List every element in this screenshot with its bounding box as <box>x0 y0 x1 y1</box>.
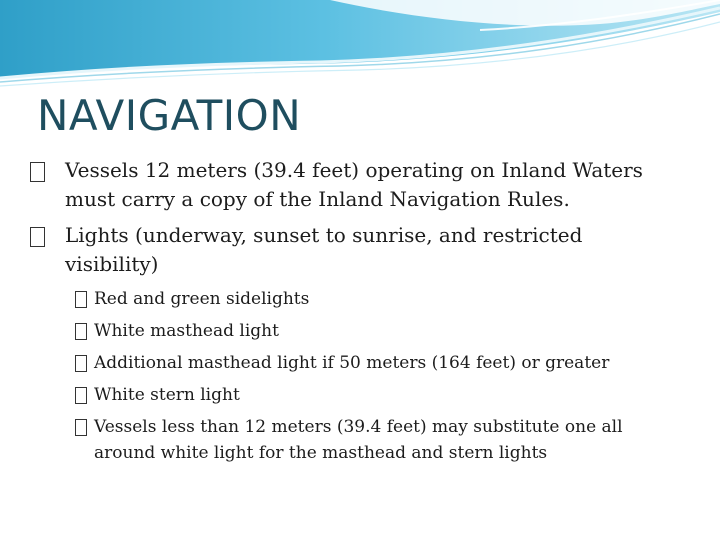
sub-bullet-list <box>30 286 680 466</box>
sub-bullet-text: White stern light <box>94 385 240 405</box>
sub-bullet-item <box>30 318 680 344</box>
bullet-item <box>30 221 680 279</box>
missing-glyph-box-icon <box>75 355 87 372</box>
missing-glyph-box-icon <box>75 291 87 308</box>
sub-bullet-item <box>30 414 680 466</box>
bullet-item <box>30 156 680 214</box>
sub-bullet-item <box>30 382 680 408</box>
header-wave-decoration <box>0 0 720 90</box>
sub-bullet-text: Red and green sidelights <box>94 289 310 309</box>
sub-bullet-text: White masthead light <box>94 321 279 341</box>
missing-glyph-box-icon <box>75 387 87 404</box>
missing-glyph-box-icon <box>30 227 45 247</box>
missing-glyph-box-icon <box>75 323 87 340</box>
slide-content <box>30 156 680 472</box>
sub-bullet-text: Additional masthead light if 50 meters (164 feet) or greater <box>94 353 610 373</box>
slide-title: NAVIGATION <box>37 91 302 140</box>
missing-glyph-box-icon <box>30 162 45 182</box>
sub-bullet-item <box>30 350 680 376</box>
sub-bullet-text: Vessels less than 12 meters (39.4 feet) may substitute one all around white light for the masthead and stern lights <box>94 417 623 463</box>
bullet-text: Lights (underway, sunset to sunrise, and restricted visibility) <box>65 223 583 276</box>
missing-glyph-box-icon <box>75 419 87 436</box>
sub-bullet-item <box>30 286 680 312</box>
bullet-text: Vessels 12 meters (39.4 feet) operating on Inland Waters must carry a copy of the Inland Navigation Rules. <box>65 158 643 211</box>
